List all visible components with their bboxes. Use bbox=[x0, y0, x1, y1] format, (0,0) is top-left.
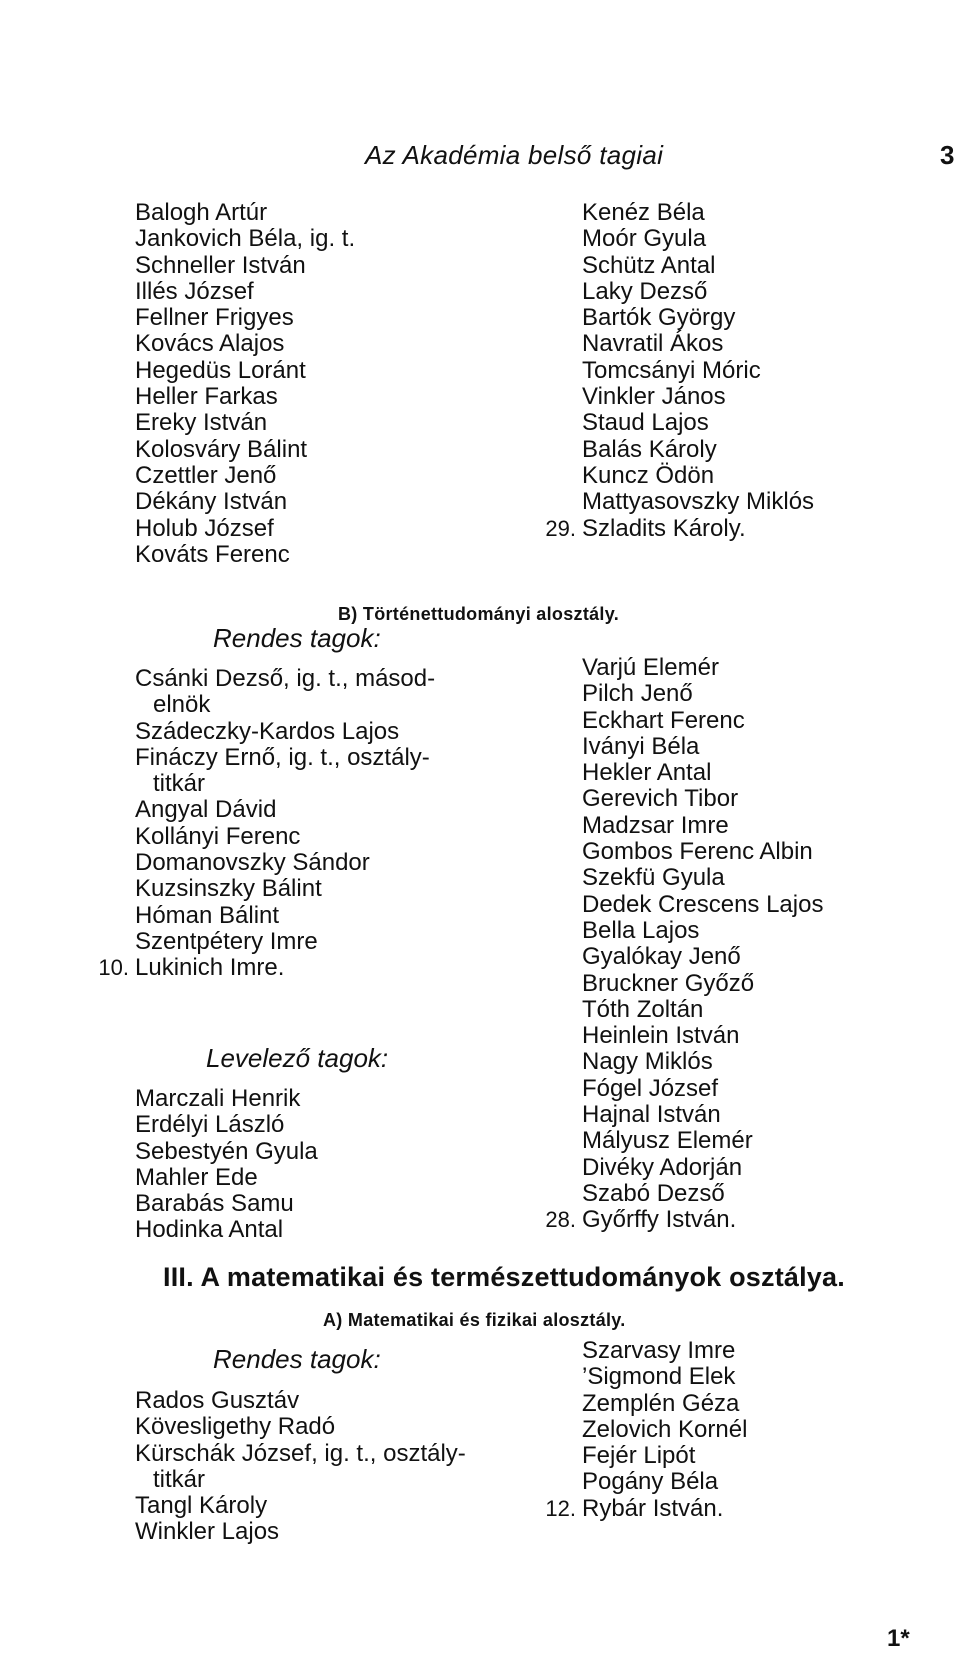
list-item: Bartók György bbox=[582, 304, 736, 332]
list-item: Fejér Lipót bbox=[582, 1442, 696, 1470]
list-item: Kováts Ferenc bbox=[135, 540, 290, 568]
list-item: Navratil Ákos bbox=[582, 330, 724, 358]
list-item: Marczali Henrik bbox=[135, 1085, 301, 1112]
top-right-name-list bbox=[545, 199, 815, 542]
list-item: titkár bbox=[153, 1465, 206, 1493]
list-item: Szekfü Gyula bbox=[582, 864, 725, 892]
running-title: Az Akadémia belső tagiai bbox=[365, 140, 664, 170]
list-item: Mattyasovszky Miklós bbox=[582, 488, 815, 516]
list-item: Holub József bbox=[135, 514, 274, 542]
list-item: Kuncz Ödön bbox=[582, 461, 715, 489]
member-count: 28. bbox=[545, 1207, 576, 1233]
list-item: Szabó Dezső bbox=[582, 1179, 725, 1207]
list-item: Angyal Dávid bbox=[135, 796, 277, 824]
list-item: Tangl Károly bbox=[135, 1492, 268, 1520]
list-item: Pilch Jenő bbox=[582, 680, 693, 708]
list-item: Gyalókay Jenő bbox=[582, 943, 741, 971]
list-item: Hóman Bálint bbox=[135, 901, 280, 929]
list-item: Szádeczky-Kardos Lajos bbox=[135, 717, 400, 745]
list-item: Iványi Béla bbox=[582, 732, 700, 760]
list-item: Dékány István bbox=[135, 488, 288, 516]
list-item: Bruckner Győző bbox=[582, 969, 755, 997]
page-number: 3 bbox=[940, 140, 955, 170]
list-item: Mályusz Elemér bbox=[582, 1127, 753, 1155]
list-item: Zelovich Kornél bbox=[582, 1415, 748, 1443]
list-item: Fináczy Ernő, ig. t., osztály- bbox=[135, 743, 430, 771]
list-item: Moór Gyula bbox=[582, 225, 707, 253]
list-item: Hodinka Antal bbox=[135, 1216, 284, 1244]
list-item: Balás Károly bbox=[582, 435, 717, 463]
list-item: Heinlein István bbox=[582, 1022, 740, 1050]
list-item: Szarvasy Imre bbox=[582, 1337, 736, 1364]
regular-members-heading: Rendes tagok: bbox=[213, 1344, 381, 1374]
list-item: Fógel József bbox=[582, 1074, 719, 1102]
list-item: Hekler Antal bbox=[582, 759, 712, 787]
list-item: Hegedüs Loránt bbox=[135, 356, 306, 384]
list-item: Czettler Jenő bbox=[135, 461, 277, 489]
list-item: Divéky Adorján bbox=[582, 1153, 743, 1181]
list-item: Kövesligethy Radó bbox=[135, 1413, 336, 1441]
math-right-members-list bbox=[545, 1337, 748, 1522]
regular-members-heading: Rendes tagok: bbox=[213, 623, 381, 653]
top-left-name-list bbox=[135, 200, 355, 568]
list-item: Csánki Dezső, ig. t., másod- bbox=[135, 665, 436, 692]
section-title: III. A matematikai és természettudományok osztálya. bbox=[163, 1262, 845, 1292]
list-item-text: Győrffy István. bbox=[582, 1206, 737, 1234]
list-item: Kürschák József, ig. t., osztály- bbox=[135, 1439, 466, 1467]
list-item: titkár bbox=[153, 770, 206, 798]
list-item-text: Rybár István. bbox=[582, 1494, 724, 1522]
math-regular-members-list bbox=[135, 1388, 466, 1546]
list-item: Kolosváry Bálint bbox=[135, 435, 308, 463]
list-item: Barabás Samu bbox=[135, 1190, 294, 1218]
signature-mark: 1* bbox=[887, 1625, 910, 1652]
list-item: elnök bbox=[153, 691, 211, 719]
list-item bbox=[545, 1206, 823, 1234]
subsection-title: B) Történettudományi alosztály. bbox=[338, 604, 619, 624]
list-item-text: Szladits Károly. bbox=[582, 514, 746, 542]
list-item bbox=[98, 954, 435, 982]
list-item: Fellner Frigyes bbox=[135, 304, 294, 332]
list-item: Pogány Béla bbox=[582, 1468, 719, 1496]
list-item: ’Sigmond Elek bbox=[582, 1363, 736, 1391]
list-item: Jankovich Béla, ig. t. bbox=[135, 225, 356, 253]
member-count: 12. bbox=[545, 1495, 576, 1521]
list-item: Dedek Crescens Lajos bbox=[582, 890, 824, 918]
list-item: Staud Lajos bbox=[582, 409, 709, 437]
list-item: Gerevich Tibor bbox=[582, 785, 739, 813]
corresponding-right-list bbox=[545, 654, 824, 1234]
list-item: Gombos Ferenc Albin bbox=[582, 838, 813, 866]
list-item: Varjú Elemér bbox=[582, 654, 719, 681]
list-item: Kollányi Ferenc bbox=[135, 822, 301, 850]
list-item: Winkler Lajos bbox=[135, 1518, 280, 1546]
list-item: Ereky István bbox=[135, 409, 268, 437]
list-item: Schütz Antal bbox=[582, 251, 716, 279]
list-item: Bella Lajos bbox=[582, 916, 700, 944]
member-count: 10. bbox=[98, 955, 129, 981]
list-item: Madzsar Imre bbox=[582, 811, 729, 839]
list-item: Tóth Zoltán bbox=[582, 995, 704, 1023]
regular-members-list bbox=[98, 665, 436, 982]
list-item: Szentpétery Imre bbox=[135, 927, 318, 955]
list-item: Heller Farkas bbox=[135, 383, 278, 411]
corresponding-members-heading: Levelező tagok: bbox=[206, 1043, 389, 1073]
list-item: Eckhart Ferenc bbox=[582, 706, 745, 734]
list-item: Tomcsányi Móric bbox=[582, 356, 761, 384]
list-item: Vinkler János bbox=[582, 383, 726, 411]
list-item: Nagy Miklós bbox=[582, 1048, 713, 1076]
list-item: Hajnal István bbox=[582, 1101, 721, 1129]
subsection-title: A) Matematikai és fizikai alosztály. bbox=[323, 1310, 626, 1330]
list-item: Balogh Artúr bbox=[135, 199, 268, 226]
list-item: Erdélyi László bbox=[135, 1111, 285, 1139]
list-item: Kovács Alajos bbox=[135, 330, 285, 358]
list-item: Rados Gusztáv bbox=[135, 1387, 300, 1414]
list-item: Domanovszky Sándor bbox=[135, 849, 370, 877]
list-item: Kenéz Béla bbox=[582, 199, 705, 226]
list-item: Mahler Ede bbox=[135, 1163, 258, 1191]
list-item-text: Lukinich Imre. bbox=[135, 954, 285, 982]
list-item: Laky Dezső bbox=[582, 277, 708, 305]
corresponding-left-list bbox=[135, 1086, 318, 1244]
list-item: Illés József bbox=[135, 277, 254, 305]
list-item bbox=[545, 1494, 747, 1522]
list-item: Schneller István bbox=[135, 251, 306, 279]
list-item: Sebestyén Gyula bbox=[135, 1137, 318, 1165]
list-item: Zemplén Géza bbox=[582, 1389, 740, 1417]
member-count: 29. bbox=[545, 515, 576, 541]
list-item bbox=[545, 514, 814, 542]
list-item: Kuzsinszky Bálint bbox=[135, 875, 322, 903]
